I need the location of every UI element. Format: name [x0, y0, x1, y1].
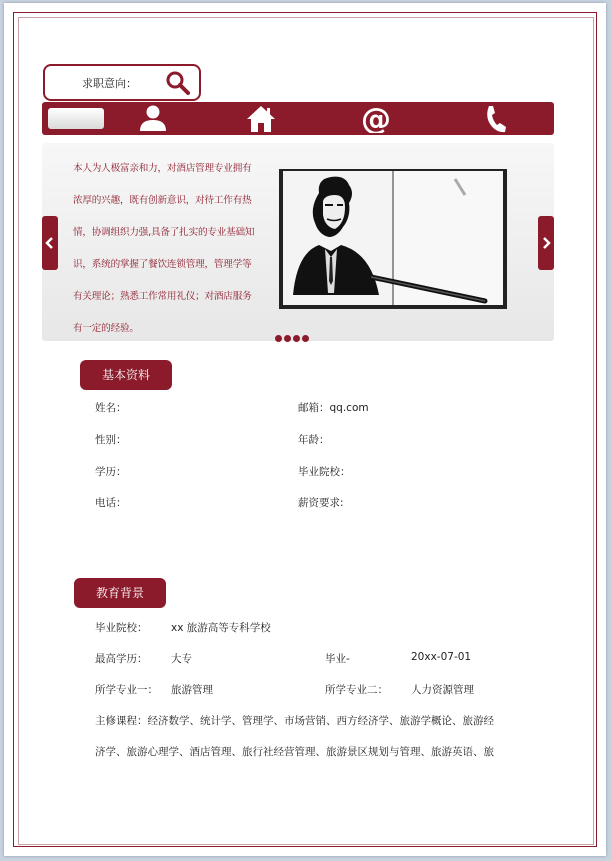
- nav-bar: [42, 102, 554, 135]
- portrait-book-image: [279, 167, 509, 315]
- pagination-dot[interactable]: [302, 335, 309, 342]
- pagination-dot[interactable]: [293, 335, 300, 342]
- home-icon[interactable]: [245, 104, 277, 133]
- slider-prev-button[interactable]: [42, 216, 58, 270]
- email-field: 邮箱：qq.com: [298, 402, 369, 414]
- intro-slider: [42, 143, 554, 341]
- pagination-dot[interactable]: [275, 335, 282, 342]
- phone-icon[interactable]: [482, 104, 508, 134]
- salary-field: 薪资要求:: [298, 497, 344, 509]
- chevron-left-icon: [45, 237, 55, 249]
- slider-next-button[interactable]: [538, 216, 554, 270]
- edu-grad-label: 毕业-: [325, 653, 350, 665]
- gender-field: 性别：: [95, 434, 127, 446]
- edu-degree-label: 最高学历：: [95, 653, 148, 665]
- edu-courses-line: 济学、旅游心理学、酒店管理、旅行社经营管理、旅游景区规划与管理、旅游英语、旅: [95, 746, 494, 758]
- education-field: 学历：: [95, 466, 127, 478]
- edu-major2-label: 所学专业二：: [325, 684, 388, 696]
- nav-blank-button[interactable]: [48, 108, 104, 129]
- intro-line: 本人为人极富亲和力，对酒店管理专业拥有: [73, 163, 252, 174]
- intro-line: 有一定的经验。: [73, 323, 139, 334]
- resume-page: [4, 3, 606, 856]
- edu-major2-value: 人力资源管理: [411, 684, 474, 696]
- intro-line: 浓厚的兴趣，既有创新意识，对待工作有热: [73, 195, 252, 206]
- name-field: 姓名：: [95, 402, 127, 414]
- intro-line: 情，协调组织力强,具备了扎实的专业基础知: [73, 227, 255, 238]
- edu-major1-label: 所学专业一：: [95, 684, 158, 696]
- job-intention-label: 求职意向：: [82, 77, 137, 90]
- edu-major1-value: 旅游管理: [171, 684, 213, 696]
- chevron-right-icon: [541, 237, 551, 249]
- edu-degree-value: 大专: [171, 653, 192, 665]
- phone-field: 电话：: [95, 497, 127, 509]
- edu-school-value: xx 旅游高等专科学校: [171, 622, 271, 634]
- school-field: 毕业院校：: [298, 466, 351, 478]
- intro-line: 有关理论；熟悉工作常用礼仪；对酒店服务: [73, 291, 252, 302]
- slider-pagination: [275, 327, 311, 346]
- basic-info-heading: 基本资料: [80, 360, 172, 390]
- self-intro: [73, 153, 268, 345]
- user-icon[interactable]: [138, 104, 168, 132]
- edu-grad-value: 20xx-07-01: [411, 651, 472, 663]
- at-icon[interactable]: [360, 104, 392, 133]
- job-intention-box[interactable]: [43, 64, 201, 101]
- edu-courses-line: 主修课程：经济数学、统计学、管理学、市场营销、西方经济学、旅游学概论、旅游经: [95, 715, 494, 727]
- pagination-dot[interactable]: [284, 335, 291, 342]
- intro-line: 识，系统的掌握了餐饮连锁管理，管理学等: [73, 259, 252, 270]
- age-field: 年龄：: [298, 434, 330, 446]
- education-heading: 教育背景: [74, 578, 166, 608]
- edu-school-label: 毕业院校：: [95, 622, 148, 634]
- search-icon[interactable]: [165, 70, 191, 96]
- svg-text:@: @: [361, 104, 391, 133]
